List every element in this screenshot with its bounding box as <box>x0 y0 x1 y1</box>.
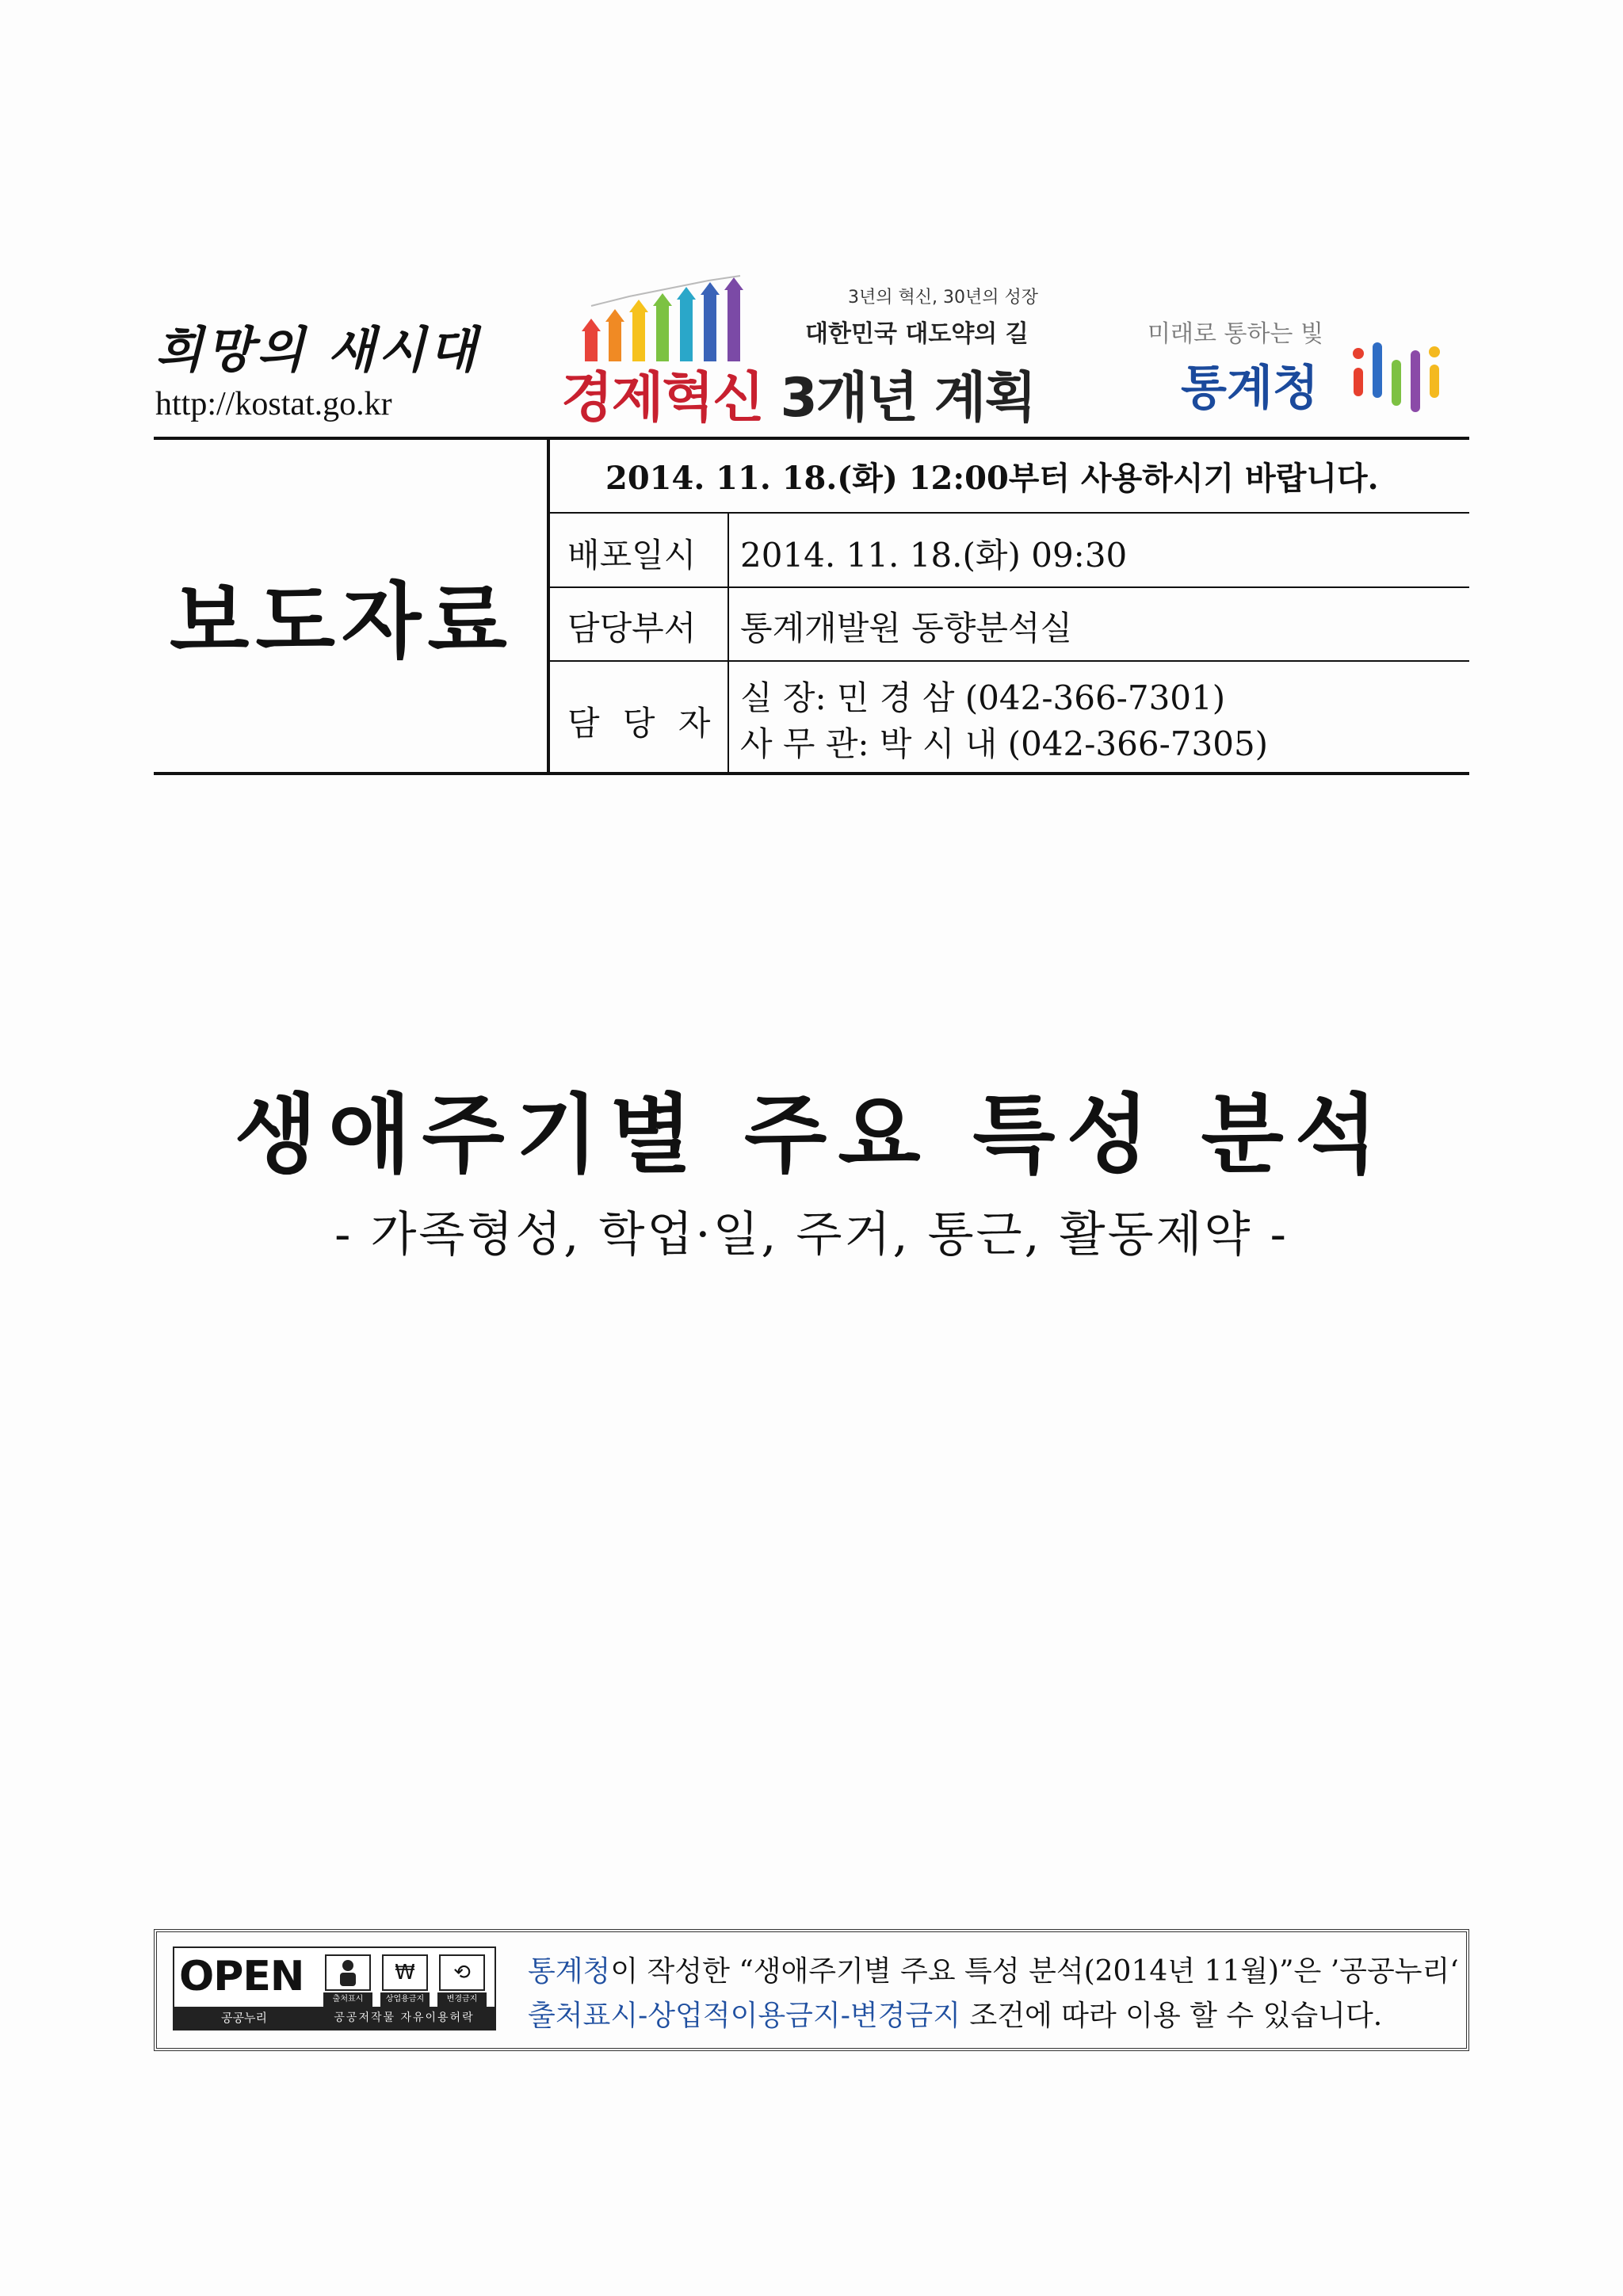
econ-title-red: 경제혁신 <box>561 367 763 430</box>
license-line-2-text: 조건에 따라 이용 할 수 있습니다. <box>960 2000 1383 2032</box>
license-text <box>528 1950 1459 2038</box>
rising-arrows-icon <box>582 274 764 361</box>
contact-label: 담 당 자 <box>567 704 717 743</box>
department-label: 담당부서 <box>567 609 697 648</box>
open-license-badge[interactable] <box>173 1946 496 2030</box>
nochange-caption: 변경금지 <box>437 1992 487 2007</box>
document-subtitle: - 가족형성, 학업·일, 주거, 통근, 활동제약 - <box>334 1207 1289 1263</box>
open-badge-word: OPEN <box>179 1953 304 2000</box>
table-row-line <box>548 512 1469 514</box>
release-date-value: 2014. 11. 18.(화) 09:30 <box>740 536 1128 575</box>
table-top-border <box>154 437 1469 440</box>
kostat-bars-icon <box>1349 327 1460 414</box>
contact-person-2: 사 무 관: 박 시 내 (042-366-7305) <box>740 724 1269 763</box>
economic-innovation-logo <box>555 260 1038 430</box>
embargo-notice: 2014. 11. 18.(화) 12:00부터 사용하시기 바랍니다. <box>605 460 1379 497</box>
table-row-line <box>548 660 1469 662</box>
contact-person-1: 실 장: 민 경 삼 (042-366-7301) <box>740 678 1226 717</box>
document-title: 생애주기별 주요 특성 분석 <box>234 1086 1389 1185</box>
econ-title-dark: 3개년 계획 <box>762 367 1036 430</box>
press-release-title: 보도자료 <box>170 573 514 670</box>
license-org-link[interactable]: 통계청 <box>528 1955 611 1988</box>
open-badge-label: 공공누리 <box>174 2007 314 2029</box>
nochange-icon: ⟲ <box>439 1954 485 1991</box>
kostat-logo <box>1148 308 1465 426</box>
econ-slogan-small: 3년의 혁신, 30년의 성장 <box>848 288 1038 308</box>
attribution-caption: 출처표시 <box>323 1992 372 2007</box>
website-url[interactable]: http://kostat.go.kr <box>155 386 392 422</box>
license-line-2 <box>528 1994 1459 2038</box>
noncommercial-caption: 상업용금지 <box>380 1992 430 2007</box>
kostat-name: 통계청 <box>1181 361 1319 416</box>
open-license-box <box>154 1929 1469 2051</box>
release-date-label: 배포일시 <box>567 536 697 575</box>
kostat-tagline: 미래로 통하는 빛 <box>1148 320 1323 348</box>
open-badge-description: 공공저작물 자유이용허락 <box>314 2007 495 2029</box>
slogan-logo: 희망의 새시대 <box>155 321 479 379</box>
econ-slogan-bold: 대한민국 대도약의 길 <box>805 320 1029 348</box>
table-label-divider <box>727 513 729 774</box>
econ-logo-title <box>561 355 1035 432</box>
table-divider <box>547 438 550 774</box>
license-line-1 <box>528 1950 1459 1994</box>
noncommercial-icon: ₩ <box>382 1954 428 1991</box>
attribution-icon <box>325 1954 371 1991</box>
department-value: 통계개발원 동향분석실 <box>740 609 1073 648</box>
table-row-line <box>548 586 1469 588</box>
table-bottom-border <box>154 772 1469 775</box>
license-terms-link[interactable]: 출처표시-상업적이용금지-변경금지 <box>528 2000 960 2032</box>
license-line-1-text: 이 작성한 “생애주기별 주요 특성 분석(2014년 11월)”은 ’공공누리‘ <box>610 1955 1459 1988</box>
